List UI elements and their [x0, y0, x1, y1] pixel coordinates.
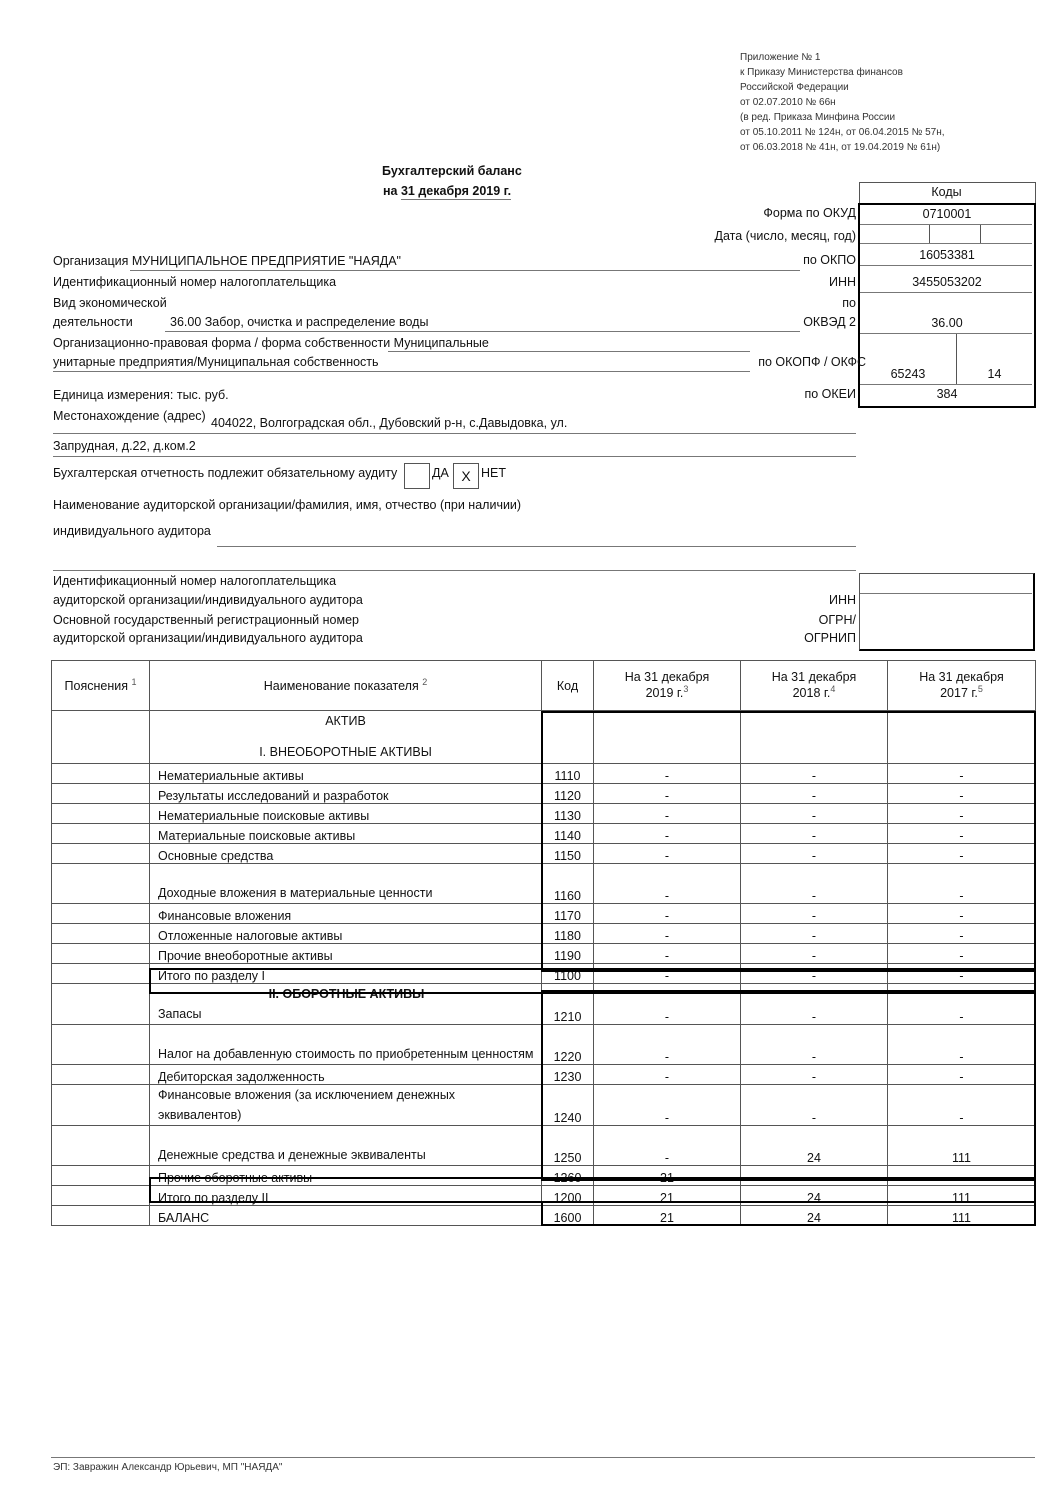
row-name: Прочие внеоборотные активы — [150, 944, 542, 964]
empty-cell — [52, 844, 150, 864]
balance-name: БАЛАНС — [150, 1206, 542, 1226]
org-name: МУНИЦИПАЛЬНОЕ ПРЕДПРИЯТИЕ "НАЯДА" — [131, 254, 401, 268]
legal-form-value-2: унитарные предприятия/Муниципальная собственность — [53, 355, 379, 369]
row-v3: - — [888, 944, 1036, 964]
auditor-inn-label-1: Идентификационный номер налогоплательщика — [53, 574, 337, 588]
auditor-ogrn-code-label-1: ОГРН/ — [818, 613, 856, 627]
row-name: Основные средства — [150, 844, 542, 864]
row-name: Прочие оборотные активы — [150, 1166, 542, 1186]
row-code: 1130 — [542, 804, 594, 824]
row-code: 1180 — [542, 924, 594, 944]
header-col2 — [741, 661, 888, 711]
total1-row — [52, 964, 1036, 984]
table-row — [52, 944, 1036, 964]
appendix-line: от 02.07.2010 № 66н — [740, 97, 836, 108]
header-col1-b: 2019 г. — [645, 686, 684, 701]
table-row — [52, 1065, 1036, 1085]
codes-header: Коды — [931, 185, 962, 199]
row-v1: 21 — [594, 1166, 741, 1186]
section1-title: I. ВНЕОБОРОТНЫЕ АКТИВЫ — [259, 745, 432, 759]
header-col1-sup: 3 — [683, 684, 689, 695]
total1-code: 1100 — [542, 964, 594, 984]
empty-cell — [52, 1186, 150, 1206]
appendix-line: к Приказу Министерства финансов — [740, 67, 903, 78]
row-name: Дебиторская задолженность — [150, 1065, 542, 1085]
table-row — [52, 1085, 1036, 1126]
okved-code: 36.00 — [931, 316, 963, 330]
row-v1: - — [594, 904, 741, 924]
header-col2-a: На 31 декабря — [771, 670, 857, 685]
appendix-line: Приложение № 1 — [740, 52, 821, 63]
audit-yes-label: ДА — [432, 466, 449, 480]
row-name: Доходные вложения в материальные ценности — [150, 864, 542, 904]
table-row — [52, 904, 1036, 924]
total2-name: Итого по разделу II — [150, 1186, 542, 1206]
row-name: Материальные поисковые активы — [150, 824, 542, 844]
codes-divider — [860, 333, 1032, 334]
row-name: Денежные средства и денежные эквиваленты — [150, 1126, 542, 1166]
empty-cell — [52, 784, 150, 804]
table-row — [52, 844, 1036, 864]
empty-cell — [52, 904, 150, 924]
table-row — [52, 764, 1036, 784]
empty-cell — [52, 711, 150, 764]
empty-cell — [52, 1065, 150, 1085]
row-code: 1140 — [542, 824, 594, 844]
header-col3-sup: 5 — [977, 684, 983, 695]
header-name-sup: 2 — [422, 677, 428, 688]
row-v2: - — [741, 1085, 888, 1126]
section-header — [150, 711, 542, 764]
address-line-1: 404022, Волгоградская обл., Дубовский р-н, с.Давыдовка, ул. — [211, 416, 568, 430]
balance-v2: 24 — [741, 1206, 888, 1226]
auditor-codes-box — [859, 573, 1035, 651]
balance-v3: 111 — [888, 1206, 1036, 1226]
empty-cell — [52, 964, 150, 984]
header-col3 — [888, 661, 1036, 711]
empty-cell — [52, 824, 150, 844]
activity-label-2: деятельности — [53, 315, 133, 329]
row-v1: - — [594, 764, 741, 784]
auditor-ogrn-label-1: Основной государственный регистрационный номер — [53, 613, 359, 627]
row-v2: - — [741, 784, 888, 804]
row-v1: - — [594, 864, 741, 904]
audit-no-label: НЕТ — [481, 466, 506, 480]
row-v2: - — [741, 864, 888, 904]
address-line-2: Запрудная, д.22, д.ком.2 — [53, 439, 196, 453]
row-v3: - — [888, 1085, 1036, 1126]
empty-cell — [52, 1025, 150, 1065]
empty-cell — [52, 984, 150, 1025]
table-row — [52, 1025, 1036, 1065]
okpo-code: 16053381 — [919, 248, 975, 262]
total1-v2: - — [741, 964, 888, 984]
aktiv-title: АКТИВ — [325, 714, 366, 728]
auditor-codes-divider — [860, 593, 1032, 594]
balance-v1: 21 — [594, 1206, 741, 1226]
table-row — [52, 864, 1036, 904]
codes-divider — [860, 292, 1032, 293]
header-notes-sup: 1 — [131, 677, 137, 688]
activity-value: 36.00 Забор, очистка и распределение воды — [170, 315, 429, 329]
row-code: 1170 — [542, 904, 594, 924]
row-code: 1210 — [542, 984, 594, 1025]
auditor-underline-1 — [217, 546, 856, 547]
row-v1: - — [594, 1065, 741, 1085]
section2-header-row — [52, 984, 1036, 1025]
row-v3: - — [888, 764, 1036, 784]
appendix-line: от 06.03.2018 № 41н, от 19.04.2019 № 61н) — [740, 142, 941, 153]
row-v1: - — [594, 844, 741, 864]
total1-v3: - — [888, 964, 1036, 984]
okpo-label: по ОКПО — [803, 253, 856, 267]
row-v3: - — [888, 904, 1036, 924]
row-v1: - — [594, 984, 741, 1025]
auditor-ogrn-code-label-2: ОГРНИП — [804, 631, 856, 645]
row-v1: - — [594, 784, 741, 804]
document-subtitle: на 31 декабря 2019 г. — [383, 184, 512, 198]
empty-cell — [594, 711, 741, 764]
balance-code: 1600 — [542, 1206, 594, 1226]
row-name: Финансовые вложения (за исключением денежных эквивалентов) — [150, 1085, 542, 1126]
activity-label-1: Вид экономической — [53, 296, 167, 310]
row-code: 1190 — [542, 944, 594, 964]
row-v1: - — [594, 944, 741, 964]
row-code: 1250 — [542, 1126, 594, 1166]
okved-label-1: по — [842, 296, 856, 310]
row-v3: - — [888, 824, 1036, 844]
org-label — [53, 254, 401, 268]
row-v1: - — [594, 1025, 741, 1065]
header-col1-a: На 31 декабря — [624, 670, 710, 685]
section1-rows — [52, 764, 1036, 964]
row-v3: - — [888, 1065, 1036, 1085]
row-v3: - — [888, 784, 1036, 804]
legal-form-value-1: Муниципальные — [393, 336, 489, 350]
address-underline-2 — [53, 456, 856, 457]
table-row — [52, 804, 1036, 824]
unit-label: Единица измерения: тыс. руб. — [53, 388, 229, 402]
codes-divider — [860, 243, 1032, 244]
inn-code: 3455053202 — [912, 275, 982, 289]
header-notes — [52, 661, 150, 711]
total1-v1: - — [594, 964, 741, 984]
table-row — [52, 784, 1036, 804]
row-v3: - — [888, 1025, 1036, 1065]
empty-cell — [52, 1206, 150, 1226]
okud-label: Форма по ОКУД — [763, 206, 856, 220]
empty-cell — [52, 864, 150, 904]
row-code: 1220 — [542, 1025, 594, 1065]
row-code: 1230 — [542, 1065, 594, 1085]
signature-note: ЭП: Завражин Александр Юрьевич, МП "НАЯДА" — [53, 1462, 283, 1473]
legal-form-label-text: Организационно-правовая форма / форма собственности — [53, 336, 391, 350]
empty-cell — [52, 944, 150, 964]
legal-underline-1 — [388, 351, 750, 352]
balance-row — [52, 1206, 1036, 1226]
address-label: Местонахождение (адрес) — [53, 409, 206, 423]
document-title: Бухгалтерский баланс — [382, 164, 522, 178]
audit-no-checkbox[interactable]: X — [453, 463, 479, 489]
title-underline — [401, 199, 511, 200]
row-code: 1160 — [542, 864, 594, 904]
table-row — [52, 924, 1036, 944]
date-label: Дата (число, месяц, год) — [714, 229, 856, 243]
row-code: 1260 — [542, 1166, 594, 1186]
auditor-label-1: Наименование аудиторской организации/фамилия, имя, отчество (при наличии) — [53, 498, 522, 512]
table-row — [52, 824, 1036, 844]
empty-cell — [542, 711, 594, 764]
header-name — [150, 661, 542, 711]
header-col2-b: 2018 г. — [792, 686, 831, 701]
auditor-inn-label-2: аудиторской организации/индивидуального аудитора — [53, 593, 363, 607]
org-label-text: Организация — [53, 254, 129, 268]
total2-code: 1200 — [542, 1186, 594, 1206]
row-code: 1240 — [542, 1085, 594, 1126]
empty-cell — [52, 1085, 150, 1126]
table-row — [52, 1126, 1036, 1166]
auditor-ogrn-label-2: аудиторской организации/индивидуального аудитора — [53, 631, 363, 645]
section-header-row — [52, 711, 1036, 764]
row-name: Финансовые вложения — [150, 904, 542, 924]
section2-title: II. ОБОРОТНЫЕ АКТИВЫ — [268, 987, 425, 1001]
okei-code: 384 — [936, 387, 958, 401]
row-v2: - — [741, 1166, 888, 1186]
header-col2-sup: 4 — [830, 684, 836, 695]
total2-row — [52, 1186, 1036, 1206]
total2-v1: 21 — [594, 1186, 741, 1206]
inn-code-label: ИНН — [828, 275, 856, 289]
total2-v2: 24 — [741, 1186, 888, 1206]
row-v1: - — [594, 1126, 741, 1166]
org-underline — [130, 270, 800, 271]
empty-cell — [52, 1166, 150, 1186]
appendix-line: Российской Федерации — [740, 82, 849, 93]
row-name: Налог на добавленную стоимость по приобретенным ценностям — [150, 1025, 542, 1065]
address-underline-1 — [53, 433, 856, 434]
header-notes-label: Пояснения — [64, 679, 128, 694]
row-v3: - — [888, 804, 1036, 824]
legal-underline-2 — [53, 371, 750, 372]
row-v3: - — [888, 844, 1036, 864]
auditor-underline-2 — [53, 570, 856, 571]
row-v3: 111 — [888, 1126, 1036, 1166]
date-field-day[interactable] — [929, 225, 981, 243]
row-v2: - — [741, 1065, 888, 1085]
row-name: Нематериальные поисковые активы — [150, 804, 542, 824]
okved-label-2: ОКВЭД 2 — [803, 315, 856, 329]
row-v2: - — [741, 764, 888, 784]
row-v3: - — [888, 864, 1036, 904]
legal-form-label — [53, 336, 489, 350]
footer-rule — [51, 1457, 1035, 1458]
row-code: 1110 — [542, 764, 594, 784]
row-name: Результаты исследований и разработок — [150, 784, 542, 804]
appendix-note — [740, 50, 945, 155]
codes-divider — [860, 384, 1032, 385]
row-name: Отложенные налоговые активы — [150, 924, 542, 944]
section2-cell — [150, 984, 542, 1025]
row-v2: - — [741, 844, 888, 864]
row-code: 1120 — [542, 784, 594, 804]
header-col3-b: 2017 г. — [940, 686, 978, 701]
empty-cell — [888, 711, 1036, 764]
row-v1: - — [594, 804, 741, 824]
row-v2: - — [741, 924, 888, 944]
empty-cell — [741, 711, 888, 764]
row-v3: - — [888, 984, 1036, 1025]
total2-v3: 111 — [888, 1186, 1036, 1206]
okopf-label: по ОКОПФ / ОКФС — [758, 355, 866, 369]
empty-cell — [52, 1126, 150, 1166]
auditor-label-2: индивидуального аудитора — [53, 524, 211, 538]
row-v3: - — [888, 924, 1036, 944]
empty-cell — [52, 764, 150, 784]
row-name: Запасы — [158, 1007, 202, 1021]
header-name-label: Наименование показателя — [263, 679, 419, 694]
row-v1: - — [594, 1085, 741, 1126]
audit-yes-checkbox[interactable] — [404, 463, 430, 489]
row-v1: - — [594, 924, 741, 944]
row-v2: - — [741, 944, 888, 964]
row-v2: - — [741, 804, 888, 824]
row-v3: - — [888, 1166, 1036, 1186]
empty-cell — [52, 804, 150, 824]
balance-table — [51, 660, 1036, 1226]
empty-cell — [52, 924, 150, 944]
table-header-row — [52, 661, 1036, 711]
okud-code: 0710001 — [922, 207, 972, 221]
okfs-code: 14 — [987, 367, 1002, 381]
appendix-line: (в ред. Приказа Минфина России — [740, 112, 896, 123]
row-v2: - — [741, 984, 888, 1025]
activity-underline — [165, 331, 800, 332]
okopf-code: 65243 — [890, 367, 926, 381]
total1-name: Итого по разделу I — [150, 964, 542, 984]
header-col3-a: На 31 декабря — [919, 670, 1004, 685]
row-v2: 24 — [741, 1126, 888, 1166]
row-code: 1150 — [542, 844, 594, 864]
inn-label: Идентификационный номер налогоплательщика — [53, 275, 337, 289]
section2-rows — [52, 1025, 1036, 1186]
audit-label: Бухгалтерская отчетность подлежит обязательному аудиту — [53, 466, 398, 480]
row-name: Нематериальные активы — [150, 764, 542, 784]
header-code: Код — [542, 661, 594, 711]
header-col1 — [594, 661, 741, 711]
row-v2: - — [741, 824, 888, 844]
auditor-inn-code-label: ИНН — [828, 593, 856, 607]
row-v2: - — [741, 1025, 888, 1065]
okei-label: по ОКЕИ — [804, 387, 856, 401]
row-v1: - — [594, 824, 741, 844]
table-row — [52, 1166, 1036, 1186]
row-v2: - — [741, 904, 888, 924]
codes-divider — [860, 265, 1032, 266]
appendix-line: от 05.10.2011 № 124н, от 06.04.2015 № 57н, — [740, 127, 945, 138]
